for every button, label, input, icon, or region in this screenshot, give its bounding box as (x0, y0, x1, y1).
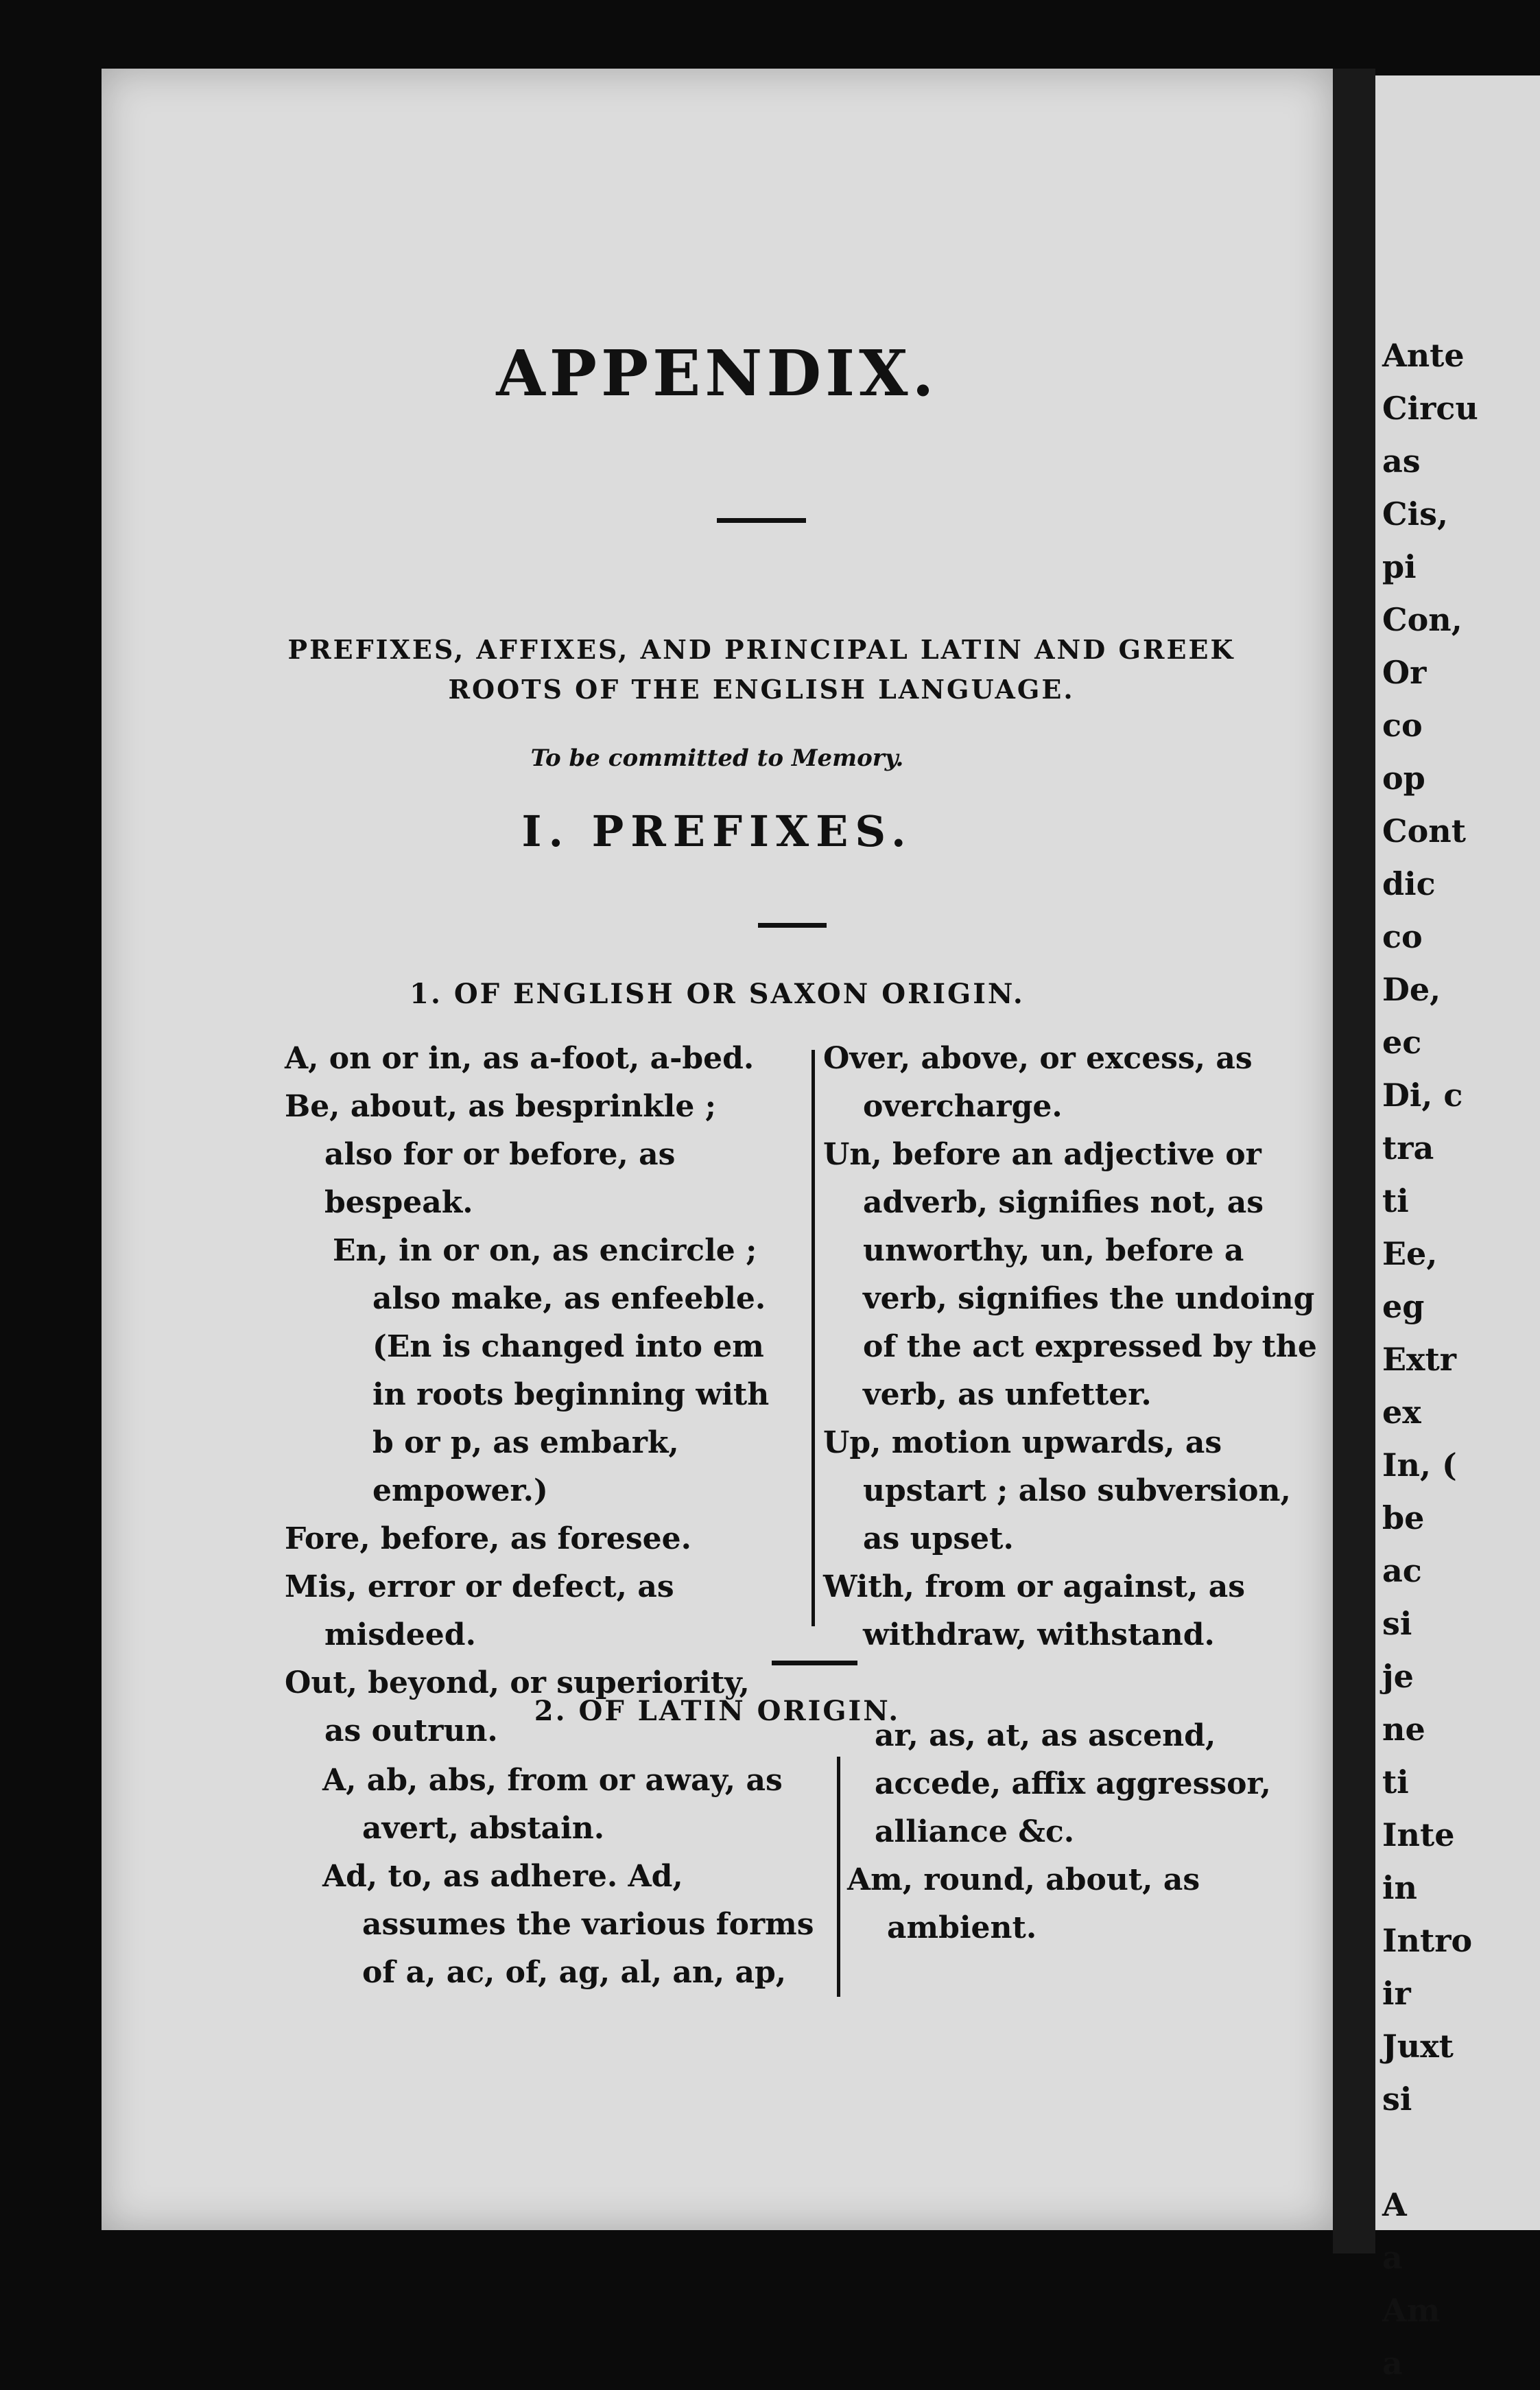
subtitle-line-2: ROOTS OF THE ENGLISH LANGUAGE. (448, 674, 1075, 705)
prefix-entry: Am, round, about, as ambient. (847, 1862, 1200, 1945)
facing-fragment: a (1382, 2239, 1403, 2276)
prefix-entry: A, ab, abs, from or away, as avert, abstain. (322, 1763, 783, 1846)
facing-fragment: A (1382, 2186, 1407, 2223)
facing-fragment: De, (1382, 971, 1441, 1008)
facing-fragment: be (1382, 1499, 1425, 1536)
facing-fragment: Inte (1382, 1816, 1455, 1853)
facing-fragment: Di, c (1382, 1077, 1463, 1114)
facing-fragment: ir (1382, 1975, 1411, 2012)
prefix-entry: Out, beyond, or superiority, as outrun. (285, 1665, 750, 1748)
prefix-entry: Up, motion upwards, as upstart ; also subversion, as upset. (823, 1425, 1291, 1556)
section-title: I. PREFIXES. (521, 806, 913, 856)
facing-fragment (1382, 2126, 1478, 2179)
latin-right-column (847, 1712, 1314, 1952)
facing-fragment: in (1382, 1869, 1417, 1906)
facing-fragment: ti (1382, 1182, 1409, 1219)
facing-fragment: Intro (1382, 1922, 1473, 1959)
facing-fragment: tra (1382, 1129, 1434, 1167)
column-divider (837, 1757, 840, 1997)
facing-fragment: co (1382, 707, 1423, 744)
section-rule (758, 923, 827, 928)
prefix-entry: Over, above, or excess, as overcharge. (823, 1041, 1253, 1124)
facing-page (1375, 75, 1540, 2382)
facing-fragment: eg (1382, 1288, 1425, 1325)
prefix-entry: En, in or on, as encircle ; also make, as enfeeble. (En is changed into em in roots beginning with b or p, as embark, empower.) (333, 1233, 770, 1508)
facing-fragment: a (1382, 2345, 1403, 2382)
facing-fragment: ne (1382, 1711, 1425, 1748)
facing-fragment: Am (1382, 2292, 1441, 2329)
page-heading: APPENDIX. (496, 336, 938, 410)
facing-fragment: ti (1382, 1764, 1409, 1801)
facing-fragment: Or (1382, 654, 1427, 691)
english-left-column (285, 1035, 779, 1755)
prefix-entry: ar, as, at, as ascend, accede, affix aggressor, alliance &c. (875, 1718, 1271, 1849)
facing-fragment: si (1382, 1605, 1412, 1642)
facing-fragment: Con, (1382, 601, 1462, 638)
facing-fragment: ex (1382, 1394, 1421, 1431)
latin-left-column (322, 1757, 816, 1997)
facing-fragment: as (1382, 443, 1421, 480)
latin-origin-heading: 2. OF LATIN ORIGIN. (534, 1695, 901, 1727)
facing-page-fragments (1382, 329, 1478, 2390)
facing-fragment: Juxt (1382, 2028, 1454, 2065)
subsection-rule (772, 1661, 857, 1665)
instruction-note: To be committed to Memory. (530, 745, 904, 772)
prefix-entry: Fore, before, as foresee. (285, 1521, 691, 1556)
prefix-entry: Un, before an adjective or adverb, signifies not, as unworthy, un, before a verb, signifies the undoing of the act expressed by the verb, as unfetter. (823, 1137, 1317, 1412)
heading-rule (717, 518, 806, 523)
prefix-entry: Be, about, as besprinkle ; also for or before, as bespeak. (285, 1089, 716, 1220)
facing-fragment: Cis, (1382, 495, 1448, 532)
facing-fragment: dic (1382, 865, 1436, 902)
facing-fragment: pi (1382, 548, 1417, 585)
facing-fragment: Ante (1382, 337, 1465, 374)
facing-fragment: Cont (1382, 812, 1466, 850)
facing-fragment: Circu (1382, 390, 1478, 427)
facing-fragment: Ee, (1382, 1235, 1438, 1272)
book-gutter (1333, 69, 1375, 2253)
english-origin-heading: 1. OF ENGLISH OR SAXON ORIGIN. (410, 978, 1025, 1010)
prefix-entry: Mis, error or defect, as misdeed. (285, 1569, 674, 1652)
prefix-entry: A, on or in, as a-foot, a-bed. (285, 1041, 755, 1076)
facing-fragment: si (1382, 2081, 1412, 2118)
facing-fragment: op (1382, 760, 1425, 797)
column-divider (812, 1050, 815, 1626)
page-subtitle (247, 630, 1276, 710)
prefix-entry: With, from or against, as withdraw, withstand. (823, 1569, 1245, 1652)
facing-fragment: co (1382, 918, 1423, 955)
prefix-entry: Ad, to, as adhere. Ad, assumes the various forms of a, ac, of, ag, al, an, ap, (322, 1859, 814, 1990)
facing-fragment: ac (1382, 1552, 1422, 1589)
facing-fragment: je (1382, 1658, 1414, 1695)
english-right-column (823, 1035, 1317, 1659)
facing-fragment: Extr (1382, 1341, 1456, 1378)
subtitle-line-1: PREFIXES, AFFIXES, AND PRINCIPAL LATIN AND GREEK (287, 634, 1235, 665)
facing-fragment: In, ( (1382, 1446, 1457, 1484)
facing-fragment: ec (1382, 1024, 1422, 1061)
